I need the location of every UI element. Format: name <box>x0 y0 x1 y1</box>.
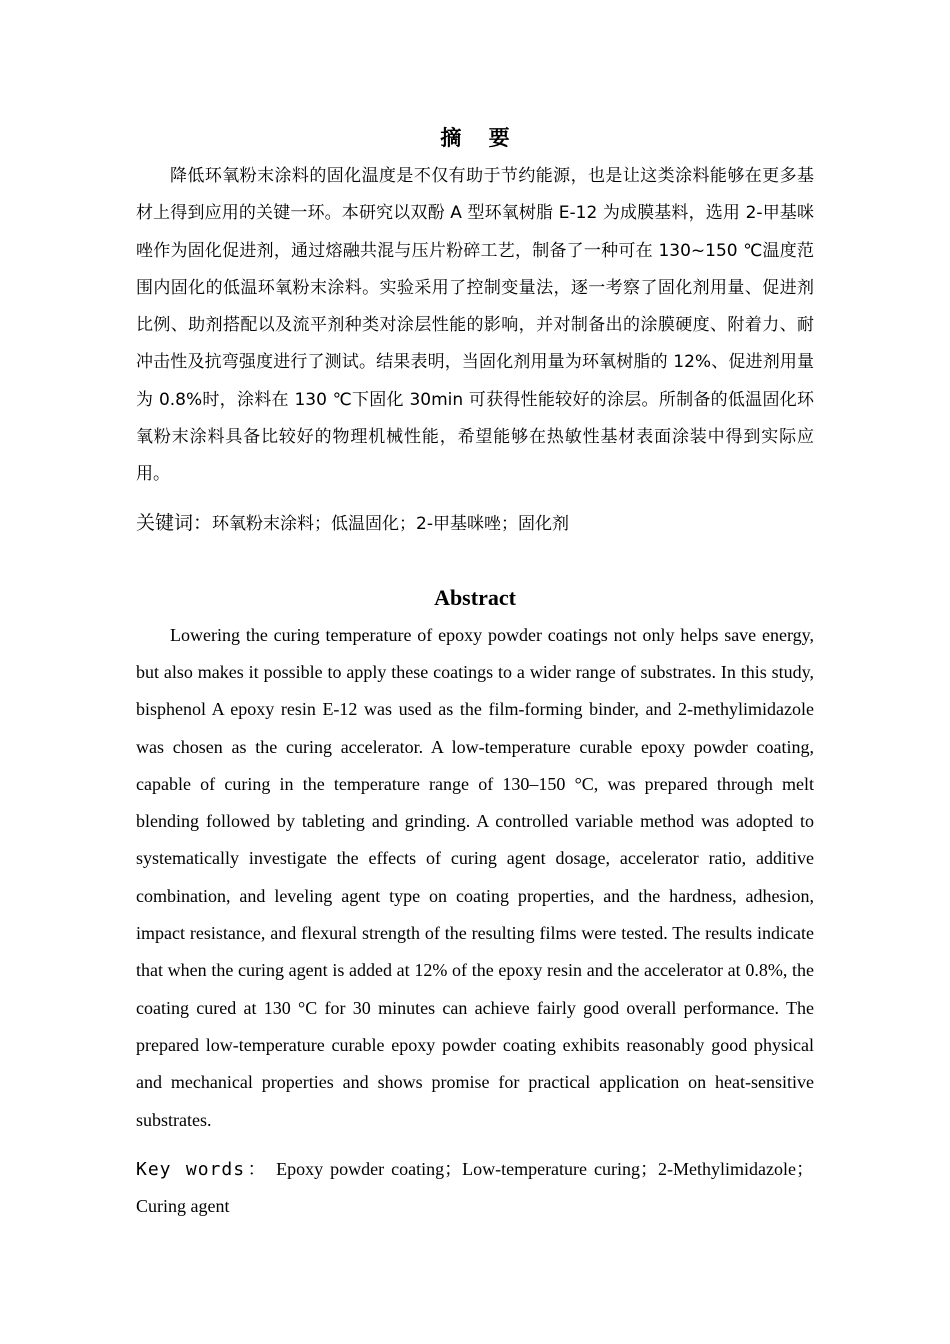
english-abstract-body: Lowering the curing temperature of epoxy powder coatings not only helps save energy, but also makes it possible to apply these coatings to a wider range of substrates. In this study, bisphenol A epoxy resin E-12 was used as the film-forming binder, and 2-methylimidazole was chosen as the curing accelerator. A low-temperature curable epoxy powder coating, capable of curing in the temperature range of 130–150 °C, was prepared through melt blending followed by tableting and grinding. A controlled variable method was adopted to systematically investigate the effects of curing agent dosage, accelerator ratio, additive combination, and leveling agent type on coating properties, and the hardness, adhesion, impact resistance, and flexural strength of the resulting films were tested. The results indicate that when the curing agent is added at 12% of the epoxy resin and the accelerator at 0.8%, the coating cured at 130 °C for 30 minutes can achieve fairly good overall performance. The prepared low-temperature curable epoxy powder coating exhibits reasonably good physical and mechanical properties and shows promise for practical application on heat-sensitive substrates. <box>136 624 814 1130</box>
chinese-abstract-title: 摘 要 <box>440 126 520 150</box>
chinese-abstract-body: 降低环氧粉末涂料的固化温度是不仅有助于节约能源，也是让这类涂料能够在更多基材上得到应用的关键一环。本研究以双酚 A 型环氧树脂 E-12 为成膜基料，选用 2-甲基咪唑作为固化促进剂，通过熔融共混与压片粉碎工艺，制备了一种可在 130~150 ℃温度范围内固化的低温环氧粉末涂料。实验采用了控制变量法，逐一考察了固化剂用量、促进剂比例、助剂搭配以及流平剂种类对涂层性能的影响，并对制备出的涂膜硬度、附着力、耐冲击性及抗弯强度进行了测试。结果表明，当固化剂用量为环氧树脂的 12%、促进剂用量为 0.8%时，涂料在 130 ℃下固化 30min 可获得性能较好的涂层。所制备的低温固化环氧粉末涂料具备比较好的物理机械性能，希望能够在热敏性基材表面涂装中得到实际应用。 <box>136 166 814 485</box>
english-keywords-text: Epoxy powder coating；Low-temperature curing；2-Methylimidazole；Curing agent <box>136 1158 814 1216</box>
abstract-page <box>136 118 814 1224</box>
english-keywords <box>136 1151 814 1224</box>
chinese-keywords-text: 环氧粉末涂料；低温固化；2-甲基咪唑；固化剂 <box>212 513 569 534</box>
english-keywords-label: Key words： <box>136 1158 270 1180</box>
english-abstract-title: Abstract <box>434 584 516 610</box>
chinese-keywords <box>136 508 814 539</box>
chinese-keywords-label: 关键词： <box>136 511 213 534</box>
